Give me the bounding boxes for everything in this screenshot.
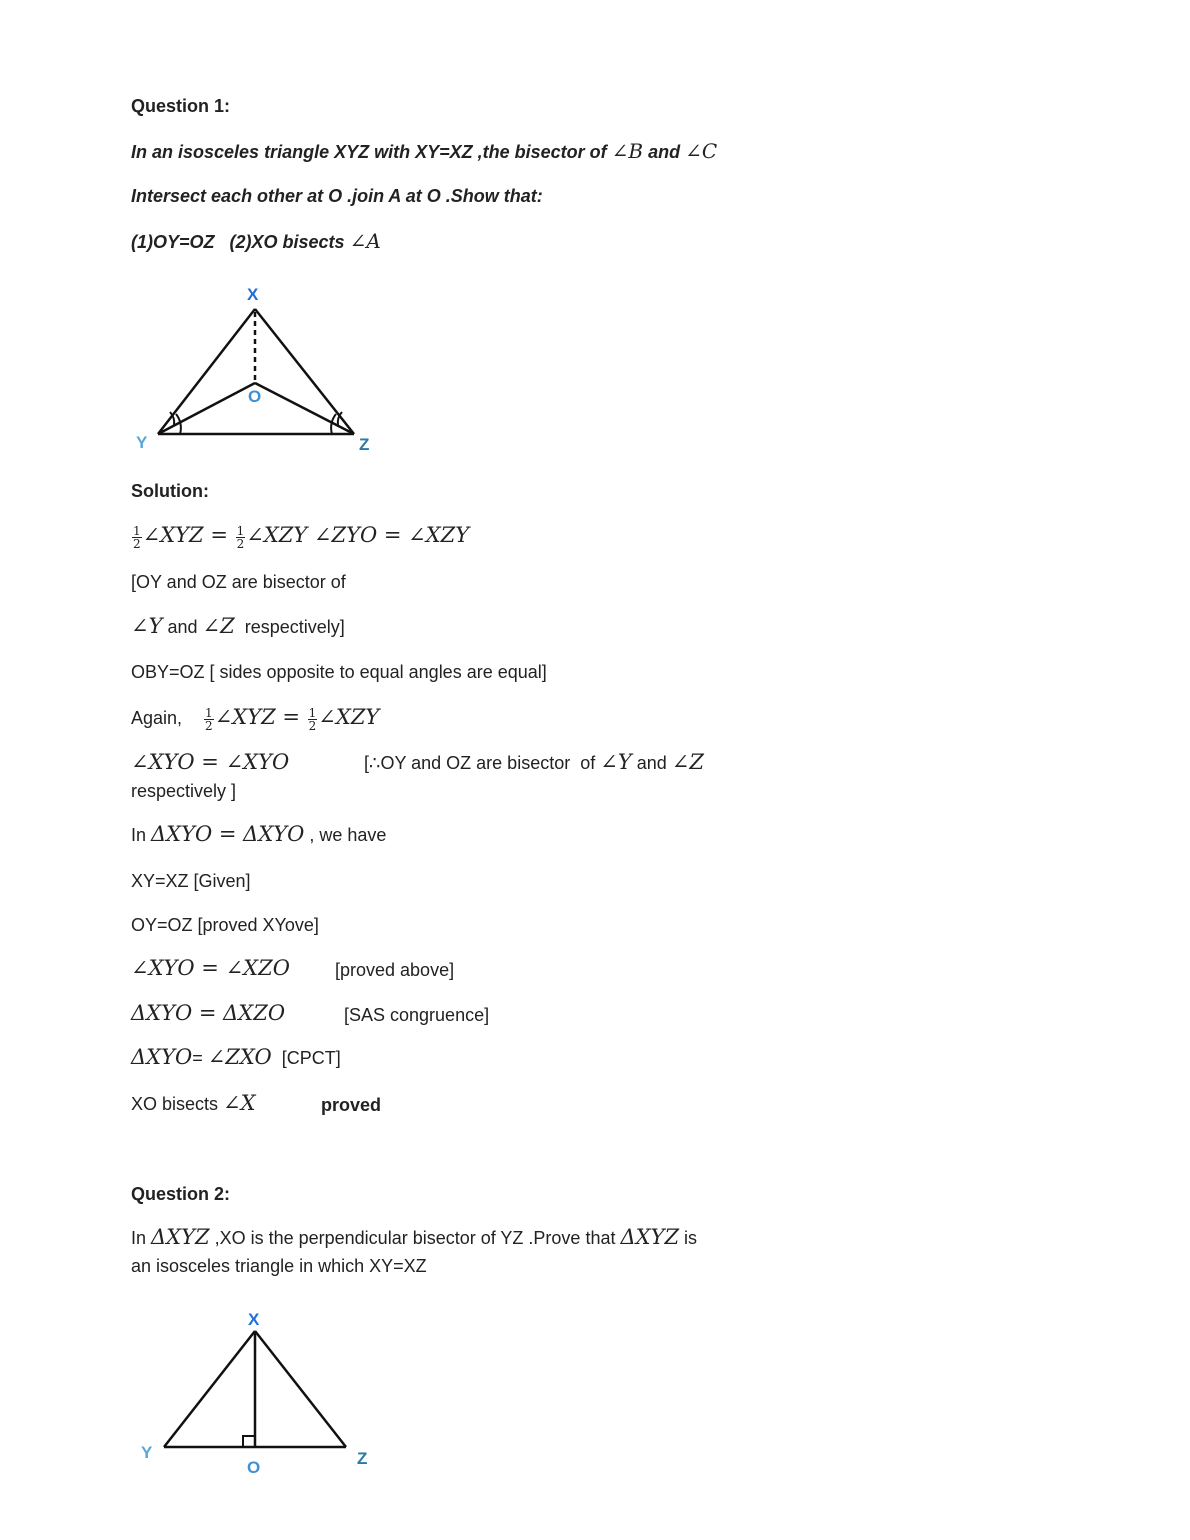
figure-1-triangle	[130, 280, 390, 460]
q2-triangle-math-1: ΔXYZ	[151, 1225, 210, 1249]
q2-line1-mid: ,XO is the perpendicular bisector of YZ .Prove that	[209, 1228, 621, 1248]
solution-title: Solution:	[131, 481, 209, 501]
q2-line1-text: In	[131, 1228, 152, 1248]
l5-math-1: ∠XYZ =	[214, 705, 307, 729]
segment-zo	[255, 383, 354, 434]
l13-eq: =	[192, 1048, 208, 1068]
fraction-half	[308, 707, 318, 732]
solution-line-10: OY=OZ [proved XYove]	[131, 915, 319, 935]
q1-line3-text: (1)OY=OZ (2)XO bisects	[131, 232, 350, 252]
angle-b-math: ∠B	[611, 139, 644, 163]
solution-line-12-note: [SAS congruence]	[344, 1005, 490, 1025]
solution-line-4: OBY=OZ [ sides opposite to equal angles are equal]	[131, 662, 547, 682]
side-xy	[164, 1331, 255, 1447]
l3-and: and	[162, 617, 203, 637]
l5-math-2: ∠XZY	[318, 705, 380, 729]
angle-z-math: ∠Z	[202, 614, 235, 638]
l13-note: [CPCT]	[271, 1048, 341, 1068]
eq1-part-b: ∠XZY ∠ZYO = ∠XZY	[246, 523, 470, 547]
question-1-title: Question 1:	[131, 96, 231, 116]
angle-c-math: ∠C	[685, 139, 718, 163]
l8-rest: , we have	[304, 825, 387, 845]
solution-line-11-note: [proved above]	[335, 960, 455, 980]
l14-math: ∠X	[223, 1091, 256, 1115]
solution-line-12	[131, 1001, 285, 1026]
label-z: Z	[357, 1449, 368, 1468]
l6-and: and	[631, 753, 672, 773]
solution-line-7: respectively ]	[131, 781, 237, 801]
solution-line-13	[131, 1045, 341, 1070]
angle-y-math: ∠Y	[131, 614, 163, 638]
solution-line-6-note	[364, 750, 704, 775]
label-y: Y	[136, 433, 148, 452]
solution-line-14	[131, 1091, 256, 1116]
solution-line-11	[131, 956, 290, 981]
solution-eq-1	[131, 520, 469, 551]
label-o: O	[248, 387, 262, 406]
question-1-line-2: Intersect each other at O .join A at O .Show that:	[131, 186, 543, 206]
frac-den: 2	[308, 718, 317, 733]
label-o: O	[247, 1458, 261, 1477]
label-x: X	[247, 285, 259, 304]
angle-a-math: ∠A	[349, 229, 381, 253]
solution-line-9: XY=XZ [Given]	[131, 871, 251, 891]
question-1-line-3	[131, 229, 381, 254]
proved-label: proved	[321, 1095, 382, 1115]
side-xz	[255, 1331, 346, 1447]
question-2-title: Question 2:	[131, 1184, 231, 1204]
question-1-line-1	[131, 139, 717, 164]
q1-line1-text: In an isosceles triangle XYZ with XY=XZ ,the bisector of	[131, 142, 612, 162]
solution-line-6	[131, 750, 289, 775]
question-2-line-2: an isosceles triangle in which XY=XZ	[131, 1256, 427, 1276]
label-x: X	[248, 1310, 260, 1329]
right-angle-mark	[243, 1436, 255, 1447]
l6-note: [∴OY and OZ are bisector of	[364, 753, 601, 773]
l8-text: In	[131, 825, 152, 845]
l3-rest: respectively]	[234, 617, 345, 637]
fraction-half	[204, 707, 214, 732]
eq1-part-a: ∠XYZ =	[142, 523, 235, 547]
solution-line-8	[131, 822, 386, 847]
l6-math: ∠XYO = ∠XYO	[131, 750, 290, 774]
l13-math-2: ∠ZXO	[207, 1045, 272, 1069]
question-2-line-1	[131, 1225, 697, 1250]
frac-num: 1	[205, 705, 213, 720]
frac-num: 1	[236, 523, 245, 538]
label-y: Y	[141, 1443, 153, 1462]
frac-num: 1	[133, 523, 141, 538]
label-z: Z	[359, 435, 370, 454]
l6-angle-z: ∠Z	[671, 750, 704, 774]
frac-den: 2	[133, 536, 141, 551]
frac-num: 1	[308, 705, 317, 720]
l13-math-1: ΔXYO	[131, 1045, 193, 1069]
segment-yo	[158, 383, 255, 434]
frac-den: 2	[205, 718, 213, 733]
figure-2-triangle	[130, 1305, 390, 1485]
l14-text: XO bisects	[131, 1094, 224, 1114]
solution-line-3	[131, 614, 345, 639]
solution-line-5	[131, 702, 379, 733]
q1-and: and	[643, 142, 686, 162]
solution-line-2: [OY and OZ are bisector of	[131, 572, 346, 592]
l8-math: ΔXYO = ΔXYO	[151, 822, 305, 846]
l12-math: ΔXYO = ΔXZO	[131, 1001, 286, 1025]
l5-text: Again,	[131, 708, 188, 728]
l6-angle-y: ∠Y	[600, 750, 632, 774]
fraction-half	[236, 525, 246, 550]
l11-math: ∠XYO = ∠XZO	[131, 956, 290, 980]
fraction-half	[132, 525, 142, 550]
q2-line1-end: is	[679, 1228, 698, 1248]
q2-triangle-math-2: ΔXYZ	[620, 1225, 680, 1249]
frac-den: 2	[236, 536, 245, 551]
